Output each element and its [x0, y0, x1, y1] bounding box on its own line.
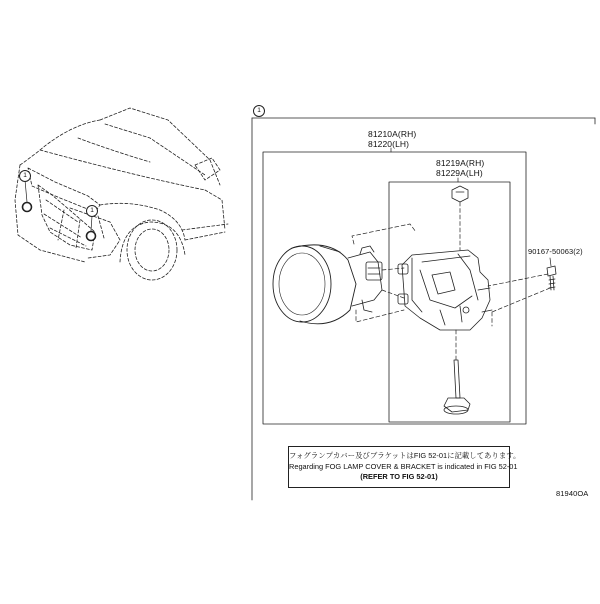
assy-part-number-rh: 81210A(RH): [368, 129, 417, 139]
figure-code: 81940OA: [556, 489, 589, 498]
fog-lamp-bracket: [398, 250, 492, 330]
assy-part-number-lh: 81220(LH): [368, 139, 410, 149]
group-callout-number: 1: [257, 107, 261, 114]
screw: [547, 266, 556, 290]
screw-part-number: 90167-50063(2): [528, 247, 583, 256]
note-japanese: フォグランプカバー及びブラケットはFIG 52-01に記載してあります。: [289, 451, 521, 460]
assy-frame: [263, 152, 526, 424]
vehicle-front-outline: [15, 108, 228, 280]
unit-frame: [389, 182, 510, 422]
vehicle-callout-number-left: 1: [23, 172, 27, 179]
vehicle-callout-number-right: 1: [90, 207, 94, 214]
bracket-clip: [452, 186, 468, 202]
reference-note: [288, 446, 521, 488]
note-english: Regarding FOG LAMP COVER & BRACKET is indicated in FIG 52-01: [289, 461, 518, 471]
vehicle-callout-circle-right: [86, 205, 98, 217]
assembly-guide-lines: [352, 202, 550, 360]
vehicle-callout-circle-left: [19, 170, 31, 182]
note-reference: (REFER TO FIG 52-01): [360, 472, 438, 481]
unit-part-number-lh: 81229A(LH): [436, 168, 483, 178]
fog-lamp-lens: [273, 245, 356, 324]
unit-part-number-rh: 81219A(RH): [436, 158, 485, 168]
fog-lamp-bulb: [444, 360, 470, 414]
group-callout-circle: [253, 105, 265, 117]
fog-lamp-housing: [348, 246, 382, 312]
group-bracket: [252, 118, 595, 500]
